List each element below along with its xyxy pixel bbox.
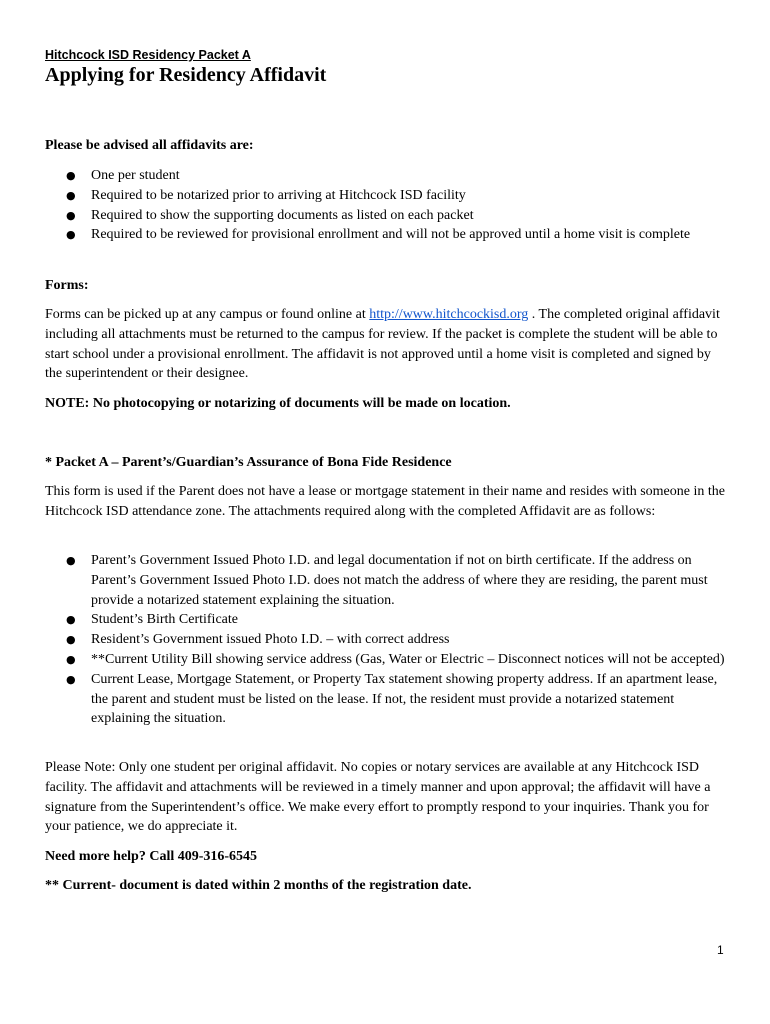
bullet-icon: ● [66,169,76,182]
list-item: ● Resident’s Government issued Photo I.D. – with correct address [45,630,725,650]
advisory-heading: Please be advised all affidavits are: [45,138,254,153]
packet-a-heading-block [45,453,725,473]
forms-note-block [45,394,725,414]
packet-header-label: Hitchcock ISD Residency Packet A [45,48,251,62]
bullet-icon: ● [66,672,76,686]
packet-a-heading: * Packet A – Parent’s/Guardian’s Assurance of Bona Fide Residence [45,455,452,470]
bullet-icon: ● [66,208,76,222]
list-item: ● **Current Utility Bill showing service address (Gas, Water or Electric – Disconnect notices will not be accepted) [45,650,725,670]
advisory-section [45,136,725,156]
packet-a-intro-block [45,482,725,522]
list-item: ● Required to show the supporting documents as listed on each packet [45,206,725,226]
list-item: ● Required to be reviewed for provisional enrollment and will not be approved until a home visit is complete [45,225,725,245]
district-website-link[interactable]: http://www.hitchcockisd.org [369,307,529,322]
bullet-icon: ● [66,188,76,202]
page-number: 1 [717,943,724,957]
packet-a-list-wrapper [45,551,725,729]
current-document-footnote: ** Current- document is dated within 2 months of the registration date. [45,878,472,893]
closing-note-block [45,758,725,837]
bullet-icon: ● [66,554,76,567]
closing-note: Please Note: Only one student per original affidavit. No copies or notary services are available at any Hitchcock ISD facility. The affidavit and attachments will be reviewed in a timely manner and upon approval; the affidavit will have a signature from the Superintendent’s office. We make every effort to promptly respond to your inquiries. Thank you for your patience, we do appreciate it. [45,760,711,835]
bullet-icon: ● [66,652,76,666]
list-item: ● Current Lease, Mortgage Statement, or Property Tax statement showing property address. If an apartment lease, the parent and student must be listed on the lease. If not, the resident must provide a notarized statement explaining the situation. [66,671,718,727]
forms-paragraph: Forms can be picked up at any campus or found online at http://www.hitchcockisd.org . The completed original affidavit including all attachments must be returned to the campus for review. If the packet is complete the student will be able to start school under a provisional enrollment. The affidavit is not approved until a home visit is completed and signed by the superintendent or their designee. [45,307,720,382]
packet-a-list [45,551,725,729]
bullet-icon: ● [66,228,76,242]
packet-a-intro: This form is used if the Parent does not have a lease or mortgage statement in their name and resides with someone in the Hitchcock ISD attendance zone. The attachments required along with the completed Affidavit are as follows: [45,484,725,519]
bullet-icon: ● [66,633,76,647]
bullet-icon: ● [66,613,76,627]
help-phone-line: Need more help? Call 409-316-6545 [45,849,258,864]
page-title: Applying for Residency Affidavit [45,64,327,86]
photocopy-note: NOTE: No photocopying or notarizing of documents will be made on location. [45,396,511,411]
advisory-list [45,166,725,245]
list-item: ● Required to be notarized prior to arriving at Hitchcock ISD facility [45,186,725,206]
forms-heading: Forms: [45,278,89,293]
list-item: ● Parent’s Government Issued Photo I.D. and legal documentation if not on birth certificate. If the address on Parent’s Government Issued Photo I.D. does not match the address of where they are residing, the parent must provide a notarized statement explaining the situation. [66,553,708,608]
forms-heading-block [45,276,725,296]
list-item: ● Student’s Birth Certificate [45,610,725,630]
advisory-list-wrapper [45,166,725,245]
help-block [45,847,725,867]
list-item: ● One per student [45,166,725,186]
forms-paragraph-block [45,305,725,384]
footnote-block [45,876,725,896]
